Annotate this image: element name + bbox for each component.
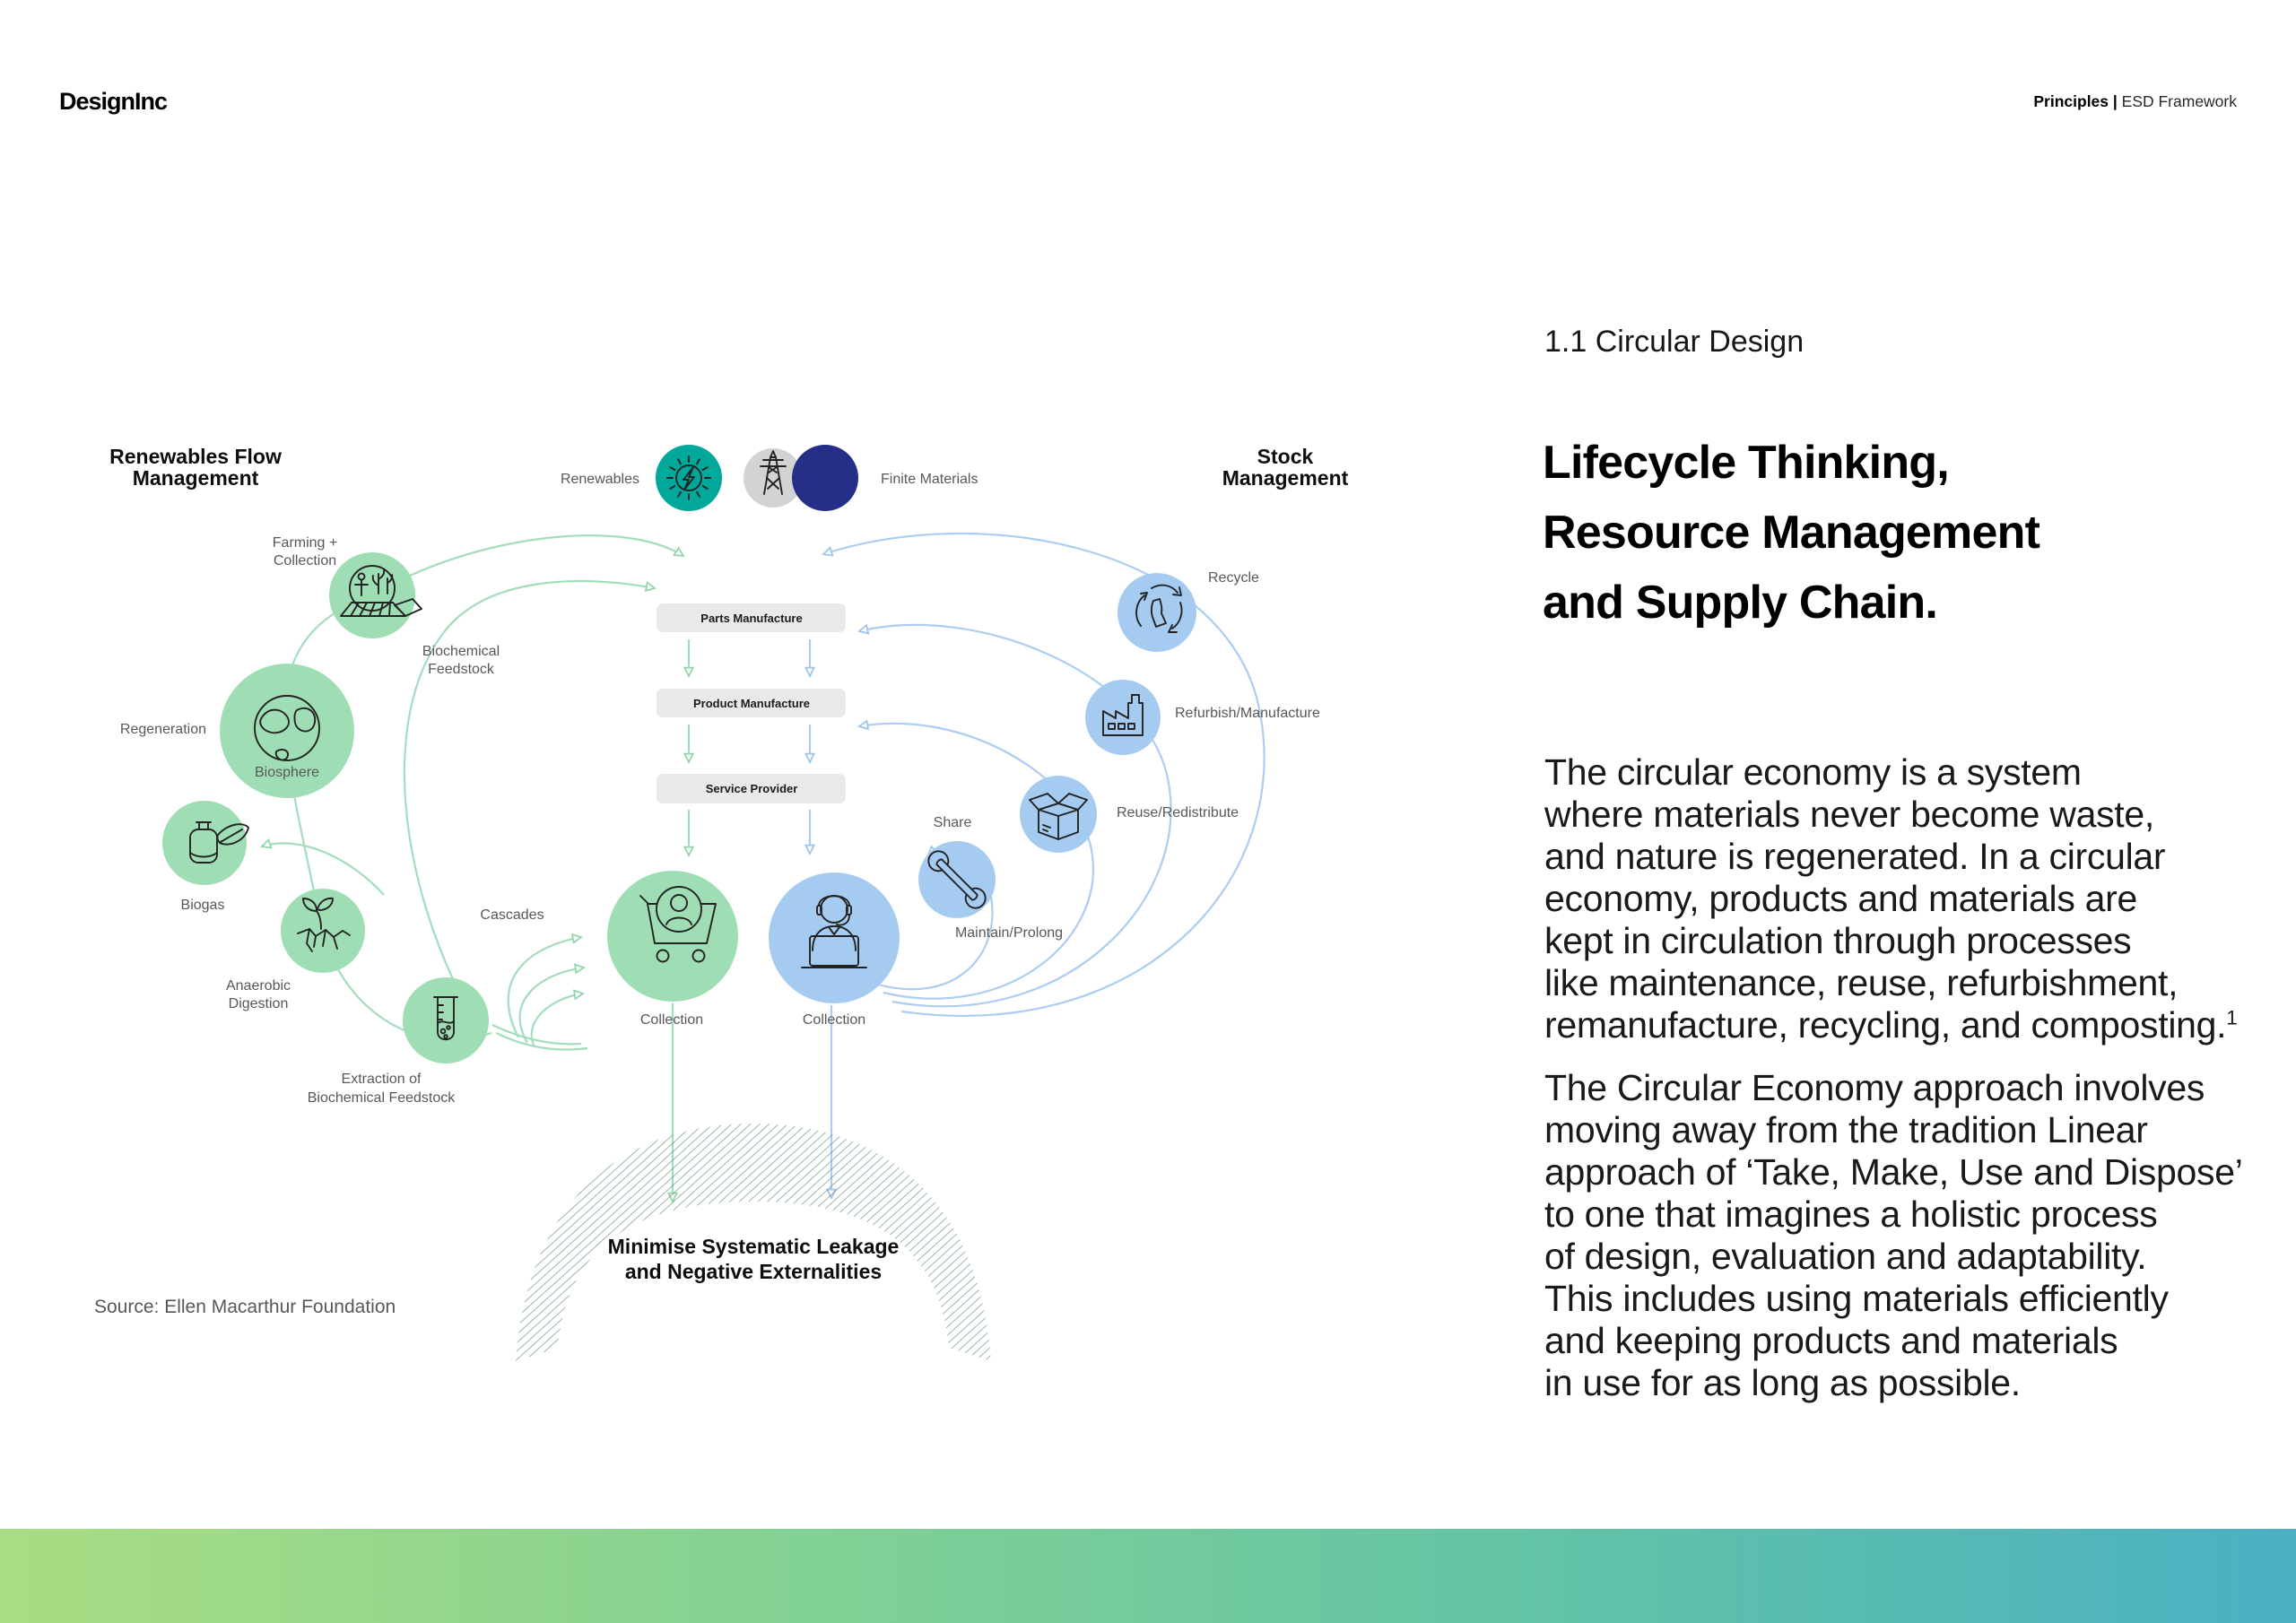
maintain-node — [918, 841, 996, 918]
dome-label-line2: and Negative Externalities — [624, 1260, 883, 1283]
refurbish-label: Refurbish/Manufacture — [1175, 706, 1320, 721]
anaerobic-label-line1: Anaerobic — [225, 978, 291, 994]
body-line: where materials never become waste, — [1544, 794, 2154, 835]
biochemical-label-line2: Feedstock — [428, 662, 494, 677]
extraction-node — [403, 977, 489, 1063]
regeneration-label: Regeneration — [119, 722, 206, 737]
right-title-line1: Stock — [1257, 445, 1314, 468]
reuse-node — [1020, 776, 1097, 853]
service-provider-label: Service Provider — [705, 782, 798, 795]
left-title-line2: Management — [132, 466, 259, 490]
farming-node — [329, 552, 422, 638]
biogas-label: Biogas — [180, 898, 225, 913]
body-line: economy, products and materials are — [1544, 878, 2138, 919]
dome-label-line1: Minimise Systematic Leakage — [607, 1235, 900, 1258]
body-line: and nature is regenerated. In a circular — [1544, 836, 2166, 877]
extraction-label-line1: Extraction of — [341, 1072, 422, 1087]
body-line: moving away from the tradition Linear — [1544, 1109, 2148, 1150]
body-line: like maintenance, reuse, refurbishment, — [1544, 962, 2179, 1003]
right-title-line2: Management — [1222, 466, 1349, 490]
farming-label-line1: Farming + — [272, 535, 338, 551]
page-title — [1543, 428, 2039, 638]
stock-flow-arcs — [810, 534, 1265, 1198]
anaerobic-digestion-node — [281, 889, 365, 973]
biogas-node — [162, 801, 248, 885]
finite-materials-node — [792, 445, 858, 511]
extraction-label-line2: Biochemical Feedstock — [307, 1090, 456, 1106]
anaerobic-label-line2: Digestion — [228, 996, 289, 1011]
section-kicker: 1.1 Circular Design — [1544, 325, 1805, 359]
body-line: approach of ‘Take, Make, Use and Dispose’ — [1544, 1151, 2243, 1193]
recycle-node — [1118, 573, 1196, 652]
body-line: kept in circulation through processes — [1544, 920, 2132, 961]
recycle-label: Recycle — [1208, 570, 1259, 586]
finite-materials-label: Finite Materials — [881, 472, 978, 487]
process-boxes — [657, 603, 846, 803]
cascades-label: Cascades — [480, 907, 544, 923]
share-label: Share — [933, 815, 972, 830]
collection-consumer-node — [607, 871, 738, 1002]
collection-right-label: Collection — [802, 1012, 866, 1028]
body-line: of design, evaluation and adaptability. — [1544, 1236, 2147, 1277]
body-line: in use for as long as possible. — [1544, 1362, 2021, 1403]
refurbish-node — [1085, 680, 1161, 755]
footer-gradient-bar — [0, 1529, 2296, 1623]
page-title-line1: Lifecycle Thinking, — [1543, 437, 1949, 489]
product-manufacture-label: Product Manufacture — [692, 697, 811, 710]
brand-logo: DesignInc — [59, 88, 168, 115]
breadcrumb-section: Principles | — [2033, 92, 2118, 110]
maintain-label: Maintain/Prolong — [954, 925, 1064, 941]
left-title-line1: Renewables Flow — [109, 445, 282, 468]
body-line: remanufacture, recycling, and composting.$^1$ — [1544, 1004, 2238, 1046]
biochemical-label-line1: Biochemical — [422, 644, 500, 659]
source-note: Source: Ellen Macarthur Foundation — [94, 1297, 396, 1317]
parts-manufacture-label: Parts Manufacture — [700, 612, 803, 625]
collection-left-label: Collection — [639, 1012, 704, 1028]
body-line: The circular economy is a system — [1544, 751, 2082, 793]
renewables-label: Renewables — [560, 472, 639, 487]
biosphere-label: Biosphere — [254, 765, 320, 780]
body-line: and keeping products and materials — [1544, 1320, 2118, 1361]
body-paragraph-2 — [1544, 1067, 2243, 1404]
reuse-label: Reuse/Redistribute — [1117, 805, 1239, 820]
collection-service-node — [769, 872, 900, 1003]
body-line: This includes using materials efficiently — [1544, 1278, 2169, 1319]
body-paragraph-1 — [1544, 751, 2238, 1046]
body-line: to one that imagines a holistic process — [1544, 1193, 2158, 1235]
page-title-line2: Resource Management — [1543, 507, 2040, 559]
breadcrumb-subsection: ESD Framework — [2117, 92, 2237, 110]
farming-label-line2: Collection — [273, 553, 337, 568]
body-line: The Circular Economy approach involves — [1544, 1067, 2205, 1108]
page-title-line3: and Supply Chain. — [1543, 577, 1937, 629]
footnote-reference: 1 — [2226, 1006, 2238, 1029]
renewables-node — [656, 445, 722, 511]
